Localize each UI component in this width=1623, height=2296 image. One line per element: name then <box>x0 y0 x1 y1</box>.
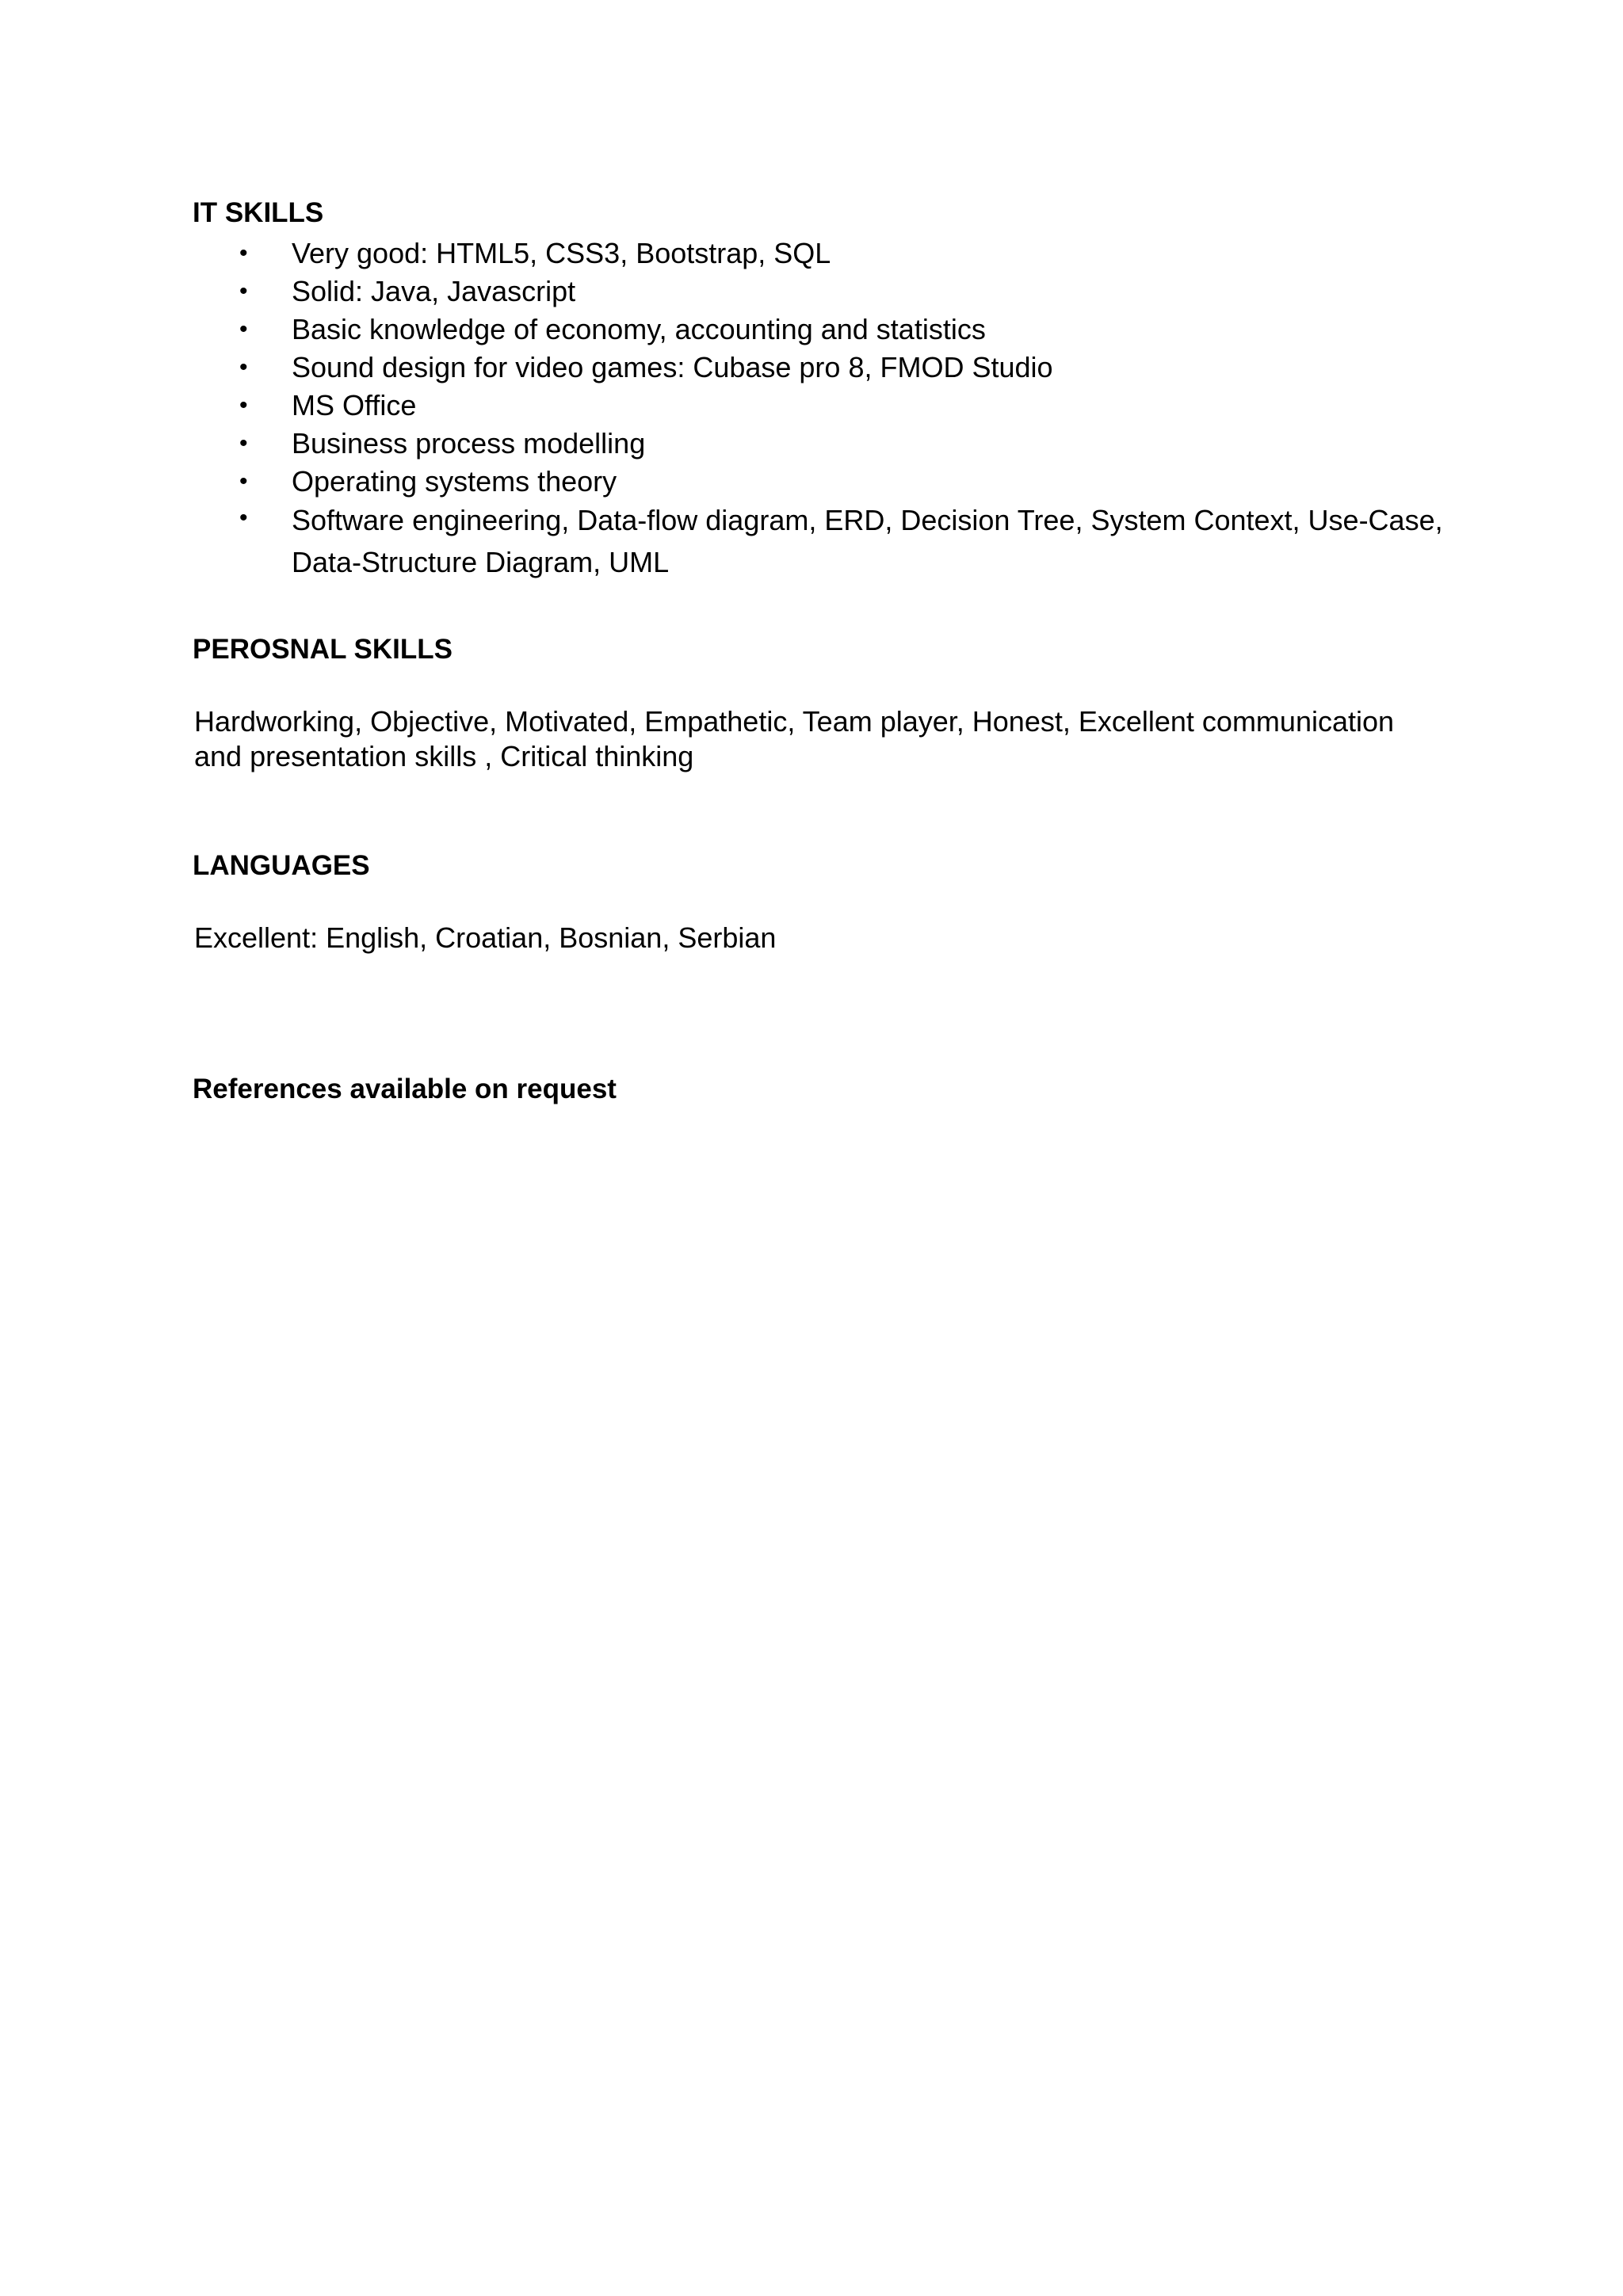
languages-heading: LANGUAGES <box>193 850 370 881</box>
bullet-icon: • <box>239 505 248 531</box>
list-item <box>193 463 1500 501</box>
list-item-text: Sound design for video games: Cubase pro 8, FMOD Studio <box>292 351 1053 383</box>
list-item <box>193 349 1500 387</box>
references-note: References available on request <box>193 1074 617 1104</box>
list-item-text: MS Office <box>292 389 417 421</box>
bullet-icon: • <box>239 392 248 418</box>
list-item-text: Operating systems theory <box>292 465 617 498</box>
list-item-text: Very good: HTML5, CSS3, Bootstrap, SQL <box>292 237 831 269</box>
it-skills-list <box>193 235 1500 583</box>
list-item <box>193 499 1500 583</box>
bullet-icon: • <box>239 430 248 456</box>
bullet-icon: • <box>239 468 248 494</box>
list-item <box>193 387 1500 425</box>
bullet-icon: • <box>239 316 248 342</box>
list-item-text: Solid: Java, Javascript <box>292 275 576 307</box>
it-skills-heading: IT SKILLS <box>193 197 324 228</box>
bullet-icon: • <box>239 278 248 304</box>
personal-skills-text: Hardworking, Objective, Motivated, Empathetic, Team player, Honest, Excellent communication and presentation skills , Critical thinking <box>194 705 1395 772</box>
list-item <box>193 273 1500 311</box>
languages-text: Excellent: English, Croatian, Bosnian, Serbian <box>194 921 777 954</box>
bullet-icon: • <box>239 354 248 380</box>
list-item <box>193 425 1500 463</box>
list-item-text: Software engineering, Data-flow diagram, ERD, Decision Tree, System Context, Use-Case, Data-Structure Diagram, UML <box>292 504 1443 578</box>
list-item-text: Business process modelling <box>292 427 646 460</box>
personal-skills-heading: PEROSNAL SKILLS <box>193 634 453 665</box>
bullet-icon: • <box>239 240 248 266</box>
list-item <box>193 235 1500 273</box>
list-item-text: Basic knowledge of economy, accounting and statistics <box>292 313 986 345</box>
list-item <box>193 311 1500 349</box>
